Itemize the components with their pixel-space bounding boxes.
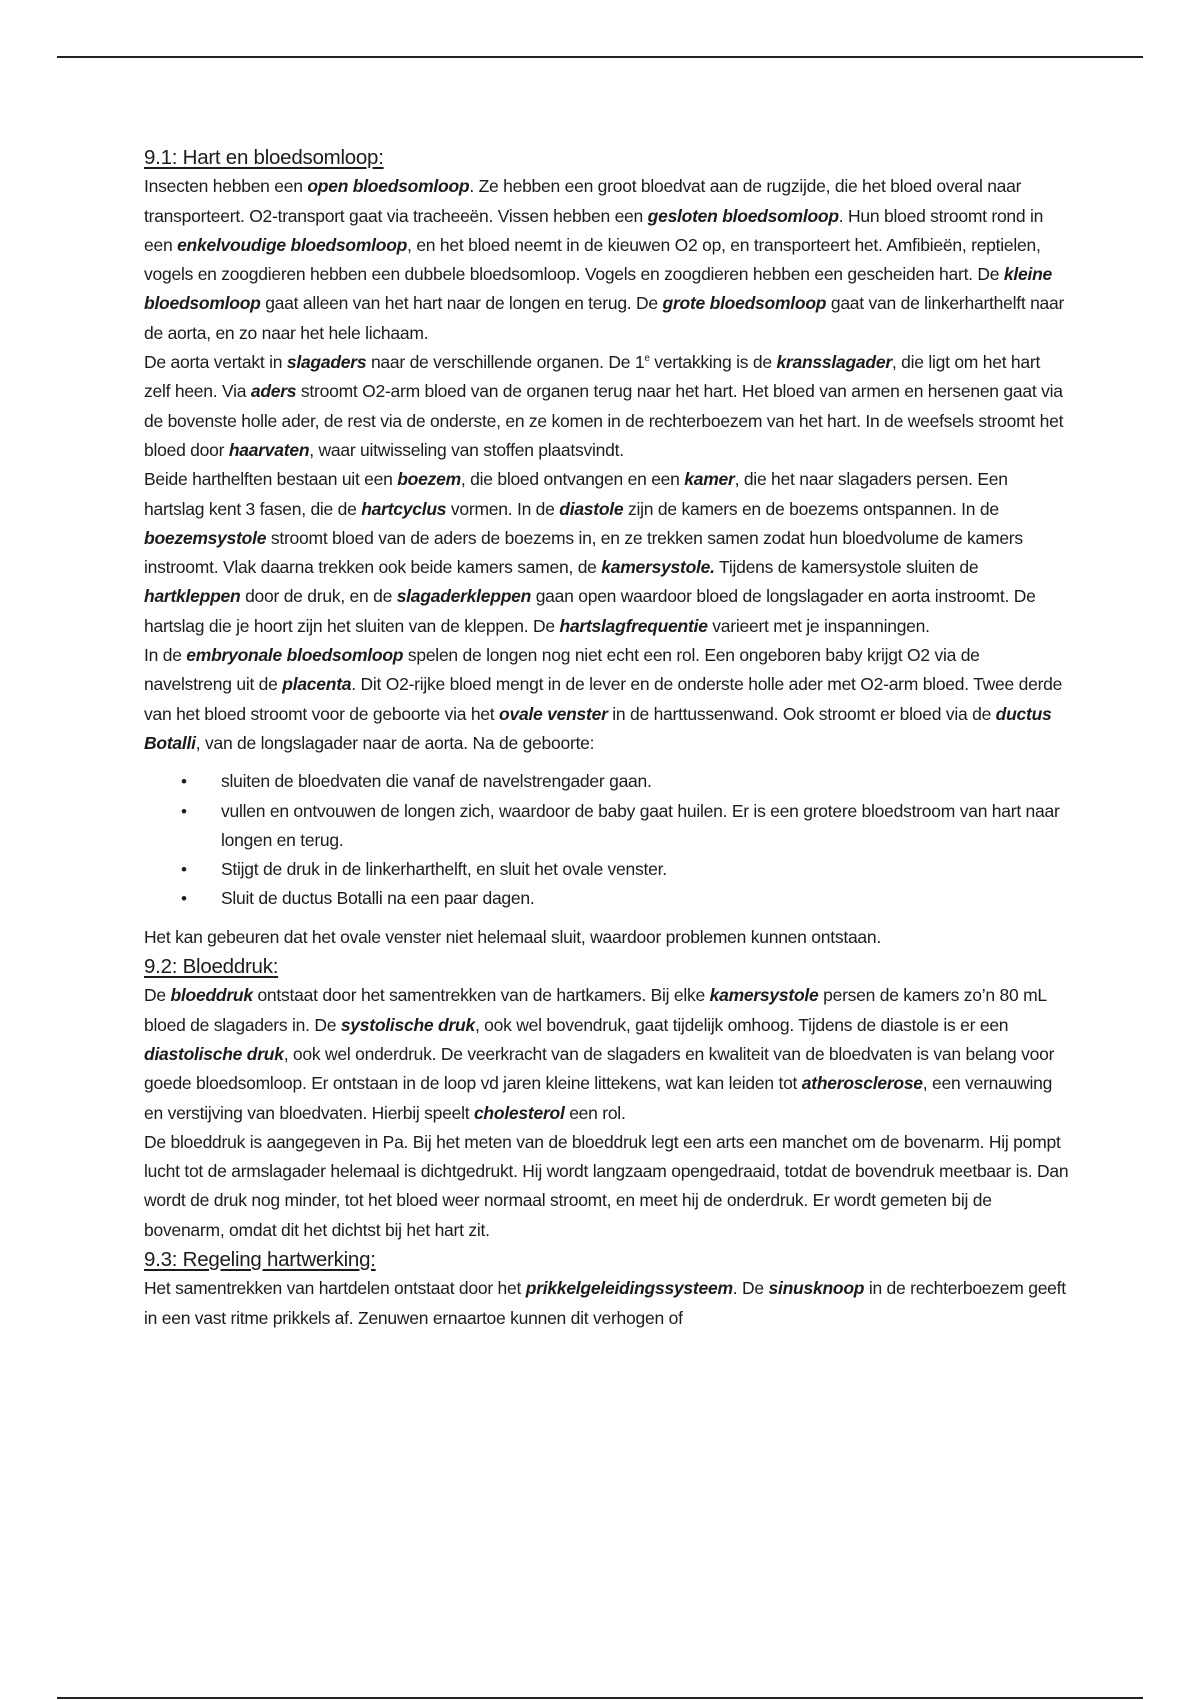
paragraph-bloeddruk [144,981,1069,1127]
text-segment: In de [144,645,187,666]
text-segment: De [144,985,171,1006]
text-segment: vormen. In de [446,498,560,519]
text-segment: . De [732,1278,769,1299]
key-term: kleine bloedsomloop [144,264,1053,314]
list-item: • Sluit de ductus Botalli na een paar dagen. [221,884,1069,913]
key-term: slagaders [286,352,367,373]
text-segment: in de rechterboezem geeft in een vast ritme prikkels af. Zenuwen ernaartoe kunnen dit verhogen of [144,1278,1066,1328]
text-segment: , die ligt om het hart zelf heen. Via [144,352,1041,402]
text-segment: . Dit O2-rijke bloed mengt in de lever en de onderste holle ader met O2-arm bloed. Twee derde van het bloed stroomt voor de geboorte via het [144,674,1063,724]
key-term: aders [250,381,297,402]
text-segment: stroomt bloed van de aders de boezems in, en ze trekken samen zodat hun bloedvolume de kamers instroomt. Vlak daarna trekken ook beide kamers samen, de [144,527,1023,578]
text-segment: ontstaat door het samentrekken van de hartkamers. Bij elke [252,985,710,1006]
paragraph-harthelften [144,465,1069,641]
key-term: prikkelgeleidingssysteem [525,1278,733,1299]
text-segment: Het kan gebeuren dat het ovale venster niet helemaal sluit, waardoor problemen kunnen ontstaan. [144,926,882,947]
key-term: diastolische druk [144,1043,284,1064]
paragraph-meten [144,1128,1069,1245]
text-segment: , die bloed ontvangen en een [460,469,685,490]
key-term: ductus Botalli [144,703,1052,753]
text-segment: , een vernauwing en verstijving van bloedvaten. Hierbij speelt [144,1073,1053,1123]
key-term: boezemsystole [144,527,267,548]
key-term: placenta [282,674,352,695]
bullet-list-geboorte [144,767,1069,913]
text-segment: Beide harthelften bestaan uit een [144,469,398,490]
key-term: open bloedsomloop [307,176,470,197]
key-term: hartcyclus [361,498,447,519]
list-item: • Stijgt de druk in de linkerharthelft, en sluit het ovale venster. [221,855,1069,884]
key-term: slagaderkleppen [396,586,532,607]
text-segment: spelen de longen nog niet echt een rol. Een ongeboren baby krijgt O2 via de navelstreng uit de [144,645,980,695]
text-segment: , van de longslagader naar de aorta. Na de geboorte: [195,732,595,753]
text-segment: . Ze hebben een groot bloedvat aan de rugzijde, die het bloed overal naar transporteert. O2-transport gaat via tracheeën. Vissen hebben een [144,176,1022,226]
section-heading-9-3: 9.3: Regeling hartwerking: [144,1247,376,1271]
text-segment: . Hun bloed stroomt rond in een [144,205,1044,255]
key-term: hartkleppen [144,586,241,607]
footer-rule [57,1697,1143,1699]
text-segment: vertakking is de [649,352,777,373]
text-segment: , ook wel onderdruk. De veerkracht van de slagaders en kwaliteit van de bloedvaten is van belang voor goede bloedsomloop. Er ontstaan in de loop vd jaren kleine littekens, wat kan leiden tot [144,1043,1055,1094]
text-segment: varieert met je inspanningen. [707,615,930,636]
key-term: cholesterol [473,1102,565,1123]
text-segment: persen de kamers zo’n 80 mL bloed de slagaders in. De [144,985,1047,1035]
key-term: systolische druk [340,1014,475,1035]
section-heading-9-2: 9.2: Bloeddruk: [144,955,279,979]
key-term: ovale venster [499,703,608,724]
text-segment: , ook wel bovendruk, gaat tijdelijk omhoog. Tijdens de diastole is er een [474,1014,1009,1035]
text-segment: , en het bloed neemt in de kieuwen O2 op, en transporteert het. Amfibieën, reptielen, vogels en zoogdieren hebben een dubbele bloedsomloop. Vogels en zoogdieren hebben een gescheiden hart. De [144,234,1041,285]
key-term: hartslagfrequentie [559,615,708,636]
paragraph-insecten [144,172,1069,348]
key-term: haarvaten [228,439,310,460]
text-segment: naar de verschillende organen. De 1 [366,352,645,373]
text-segment: gaat alleen van het hart naar de longen en terug. De [260,293,663,314]
key-term: kamersystole [709,985,819,1006]
text-segment: , die het naar slagaders persen. Een hartslag kent 3 fasen, die de [144,469,1008,519]
key-term: kransslagader [776,352,892,373]
section-heading-9-1: 9.1: Hart en bloedsomloop: [144,146,384,169]
paragraph-prikkelgeleiding [144,1274,1069,1333]
text-segment: De bloeddruk is aangegeven in Pa. Bij het meten van de bloeddruk legt een arts een manchet om de bovenarm. Hij pompt lucht tot de armslagader helemaal is dichtgedrukt. Hij wordt langzaam opengedraaid, totdat de bovendruk meetbaar is. Dan wordt de druk nog minder, tot het bloed weer normaal stroomt, en meet hij de onderdruk. Er wordt gemeten bij de bovenarm, omdat dit het dichtst bij het hart zit. [144,1131,1069,1240]
text-segment: door de druk, en de [240,586,397,607]
text-segment: gaat van de linkerharthelft naar de aorta, en zo naar het hele lichaam. [144,293,1065,343]
key-term: grote bloedsomloop [662,293,827,314]
document-body [144,143,1069,1333]
list-item: • sluiten de bloedvaten die vanaf de navelstrengader gaan. [221,767,1069,796]
header-rule [57,56,1143,58]
text-segment: Tijdens de kamersystole sluiten de [714,557,979,578]
paragraph-embryonaal [144,641,1069,758]
key-term: sinusknoop [768,1278,865,1299]
text-segment: , waar uitwisseling van stoffen plaatsvindt. [309,439,624,460]
key-term: atherosclerose [801,1073,923,1094]
text-segment: Insecten hebben een [144,176,308,197]
text-segment: Het samentrekken van hartdelen ontstaat door het [144,1278,526,1299]
paragraph-ovale-venster [144,923,1069,952]
key-term: gesloten bloedsomloop [647,205,839,226]
text-segment: gaan open waardoor bloed de longslagader en aorta instroomt. De hartslag die je hoort zijn het sluiten van de kleppen. De [144,586,1036,636]
text-segment: stroomt O2-arm bloed van de organen terug naar het hart. Het bloed van armen en hersenen gaat via de bovenste holle ader, de rest via de onderste, en ze komen in de rechterboezem van het hart. In de weefsels stroomt het bloed door [144,381,1064,460]
key-term: kamersystole. [601,557,715,578]
list-item: • vullen en ontvouwen de longen zich, waardoor de baby gaat huilen. Er is een grotere bloedstroom van hart naar longen en terug. [221,797,1069,856]
key-term: kamer [684,469,735,490]
text-segment: in de harttussenwand. Ook stroomt er bloed via de [607,703,996,724]
text-segment: zijn de kamers en de boezems ontspannen. In de [623,498,999,519]
superscript: e [644,353,650,365]
paragraph-aorta [144,348,1069,465]
key-term: diastole [559,498,624,519]
key-term: bloeddruk [170,985,253,1006]
key-term: embryonale bloedsomloop [186,645,404,666]
text-segment: een rol. [564,1102,626,1123]
key-term: enkelvoudige bloedsomloop [177,234,408,255]
key-term: boezem [397,469,461,490]
text-segment: De aorta vertakt in [144,352,287,373]
